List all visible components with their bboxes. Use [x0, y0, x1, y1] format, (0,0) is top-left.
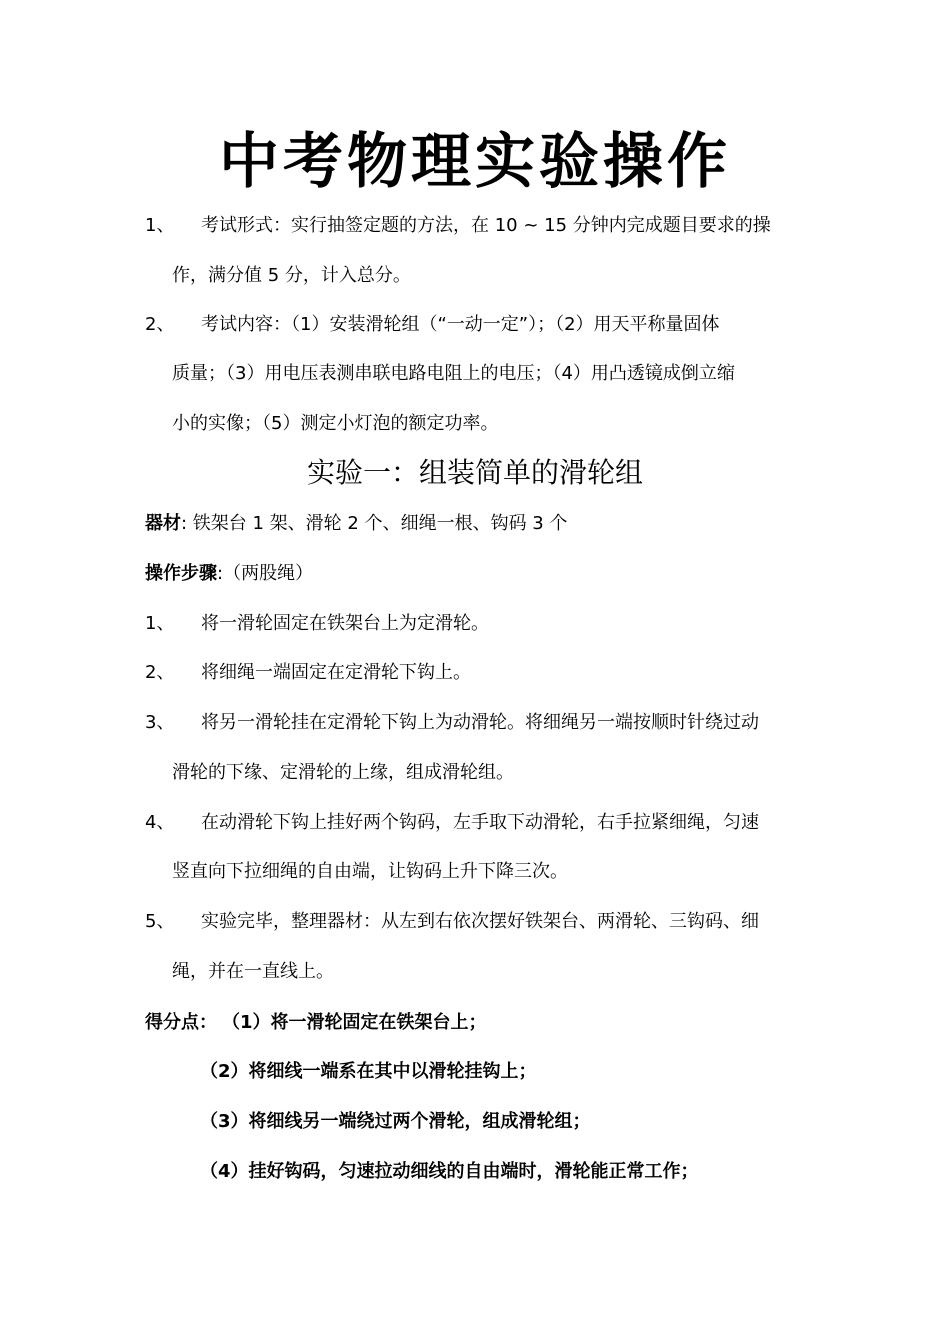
score-point-3: （3）将细线另一端绕过两个滑轮，组成滑轮组；: [200, 1111, 591, 1132]
materials-text: : 铁架台 1 架、滑轮 2 个、细绳一根、钩码 3 个: [181, 513, 568, 534]
step-5-line-1: 实验完毕，整理器材：从左到右依次摆好铁架台、两滑轮、三钩码、细: [201, 911, 759, 932]
intro-2-number: 2、: [145, 314, 175, 335]
score-point-4: （4）挂好钩码，匀速拉动细线的自由端时，滑轮能正常工作；: [200, 1161, 699, 1182]
materials-line: [145, 512, 567, 536]
step-1-number: 1、: [145, 613, 175, 634]
step-3-line-1: 将另一滑轮挂在定滑轮下钩上为动滑轮。将细绳另一端按顺时针绕过动: [201, 712, 759, 733]
step-3-line-2: 滑轮的下缘、定滑轮的上缘，组成滑轮组。: [172, 762, 514, 783]
intro-1-number: 1、: [145, 215, 175, 236]
experiment-title: 实验一：组装简单的滑轮组: [306, 456, 643, 489]
steps-header: [145, 562, 313, 586]
step-3-number: 3、: [145, 712, 175, 733]
step-2-number: 2、: [145, 662, 175, 683]
step-4-line-2: 竖直向下拉细绳的自由端，让钩码上升下降三次。: [172, 861, 568, 882]
score-point-2: （2）将细线一端系在其中以滑轮挂钩上；: [200, 1061, 537, 1082]
steps-note: :（两股绳）: [217, 563, 314, 584]
intro-2-line-3: 小的实像；（5）测定小灯泡的额定功率。: [172, 413, 499, 434]
intro-2-line-1: 考试内容：（1）安装滑轮组（“一动一定”）；（2）用天平称量固体: [201, 314, 720, 335]
page-title: 中考物理实验操作: [219, 127, 731, 197]
step-4-line-1: 在动滑轮下钩上挂好两个钩码，左手取下动滑轮，右手拉紧细绳，匀速: [201, 812, 759, 833]
step-2-line-1: 将细绳一端固定在定滑轮下钩上。: [201, 662, 471, 683]
step-1-line-1: 将一滑轮固定在铁架台上为定滑轮。: [201, 613, 489, 634]
score-label: 得分点：: [145, 1012, 217, 1033]
step-5-number: 5、: [145, 911, 175, 932]
intro-1-line-1: 考试形式：实行抽签定题的方法，在 10 ~ 15 分钟内完成题目要求的操: [201, 215, 771, 236]
intro-2-line-2: 质量；（3）用电压表测串联电路电阻上的电压；（4）用凸透镜成倒立缩: [172, 363, 735, 384]
score-point-1: （1）将一滑轮固定在铁架台上；: [222, 1012, 487, 1033]
step-4-number: 4、: [145, 812, 175, 833]
materials-label: 器材: [145, 513, 181, 534]
steps-label: 操作步骤: [145, 563, 217, 584]
intro-1-line-2: 作，满分值 5 分，计入总分。: [172, 265, 411, 286]
step-5-line-2: 绳，并在一直线上。: [172, 961, 334, 982]
